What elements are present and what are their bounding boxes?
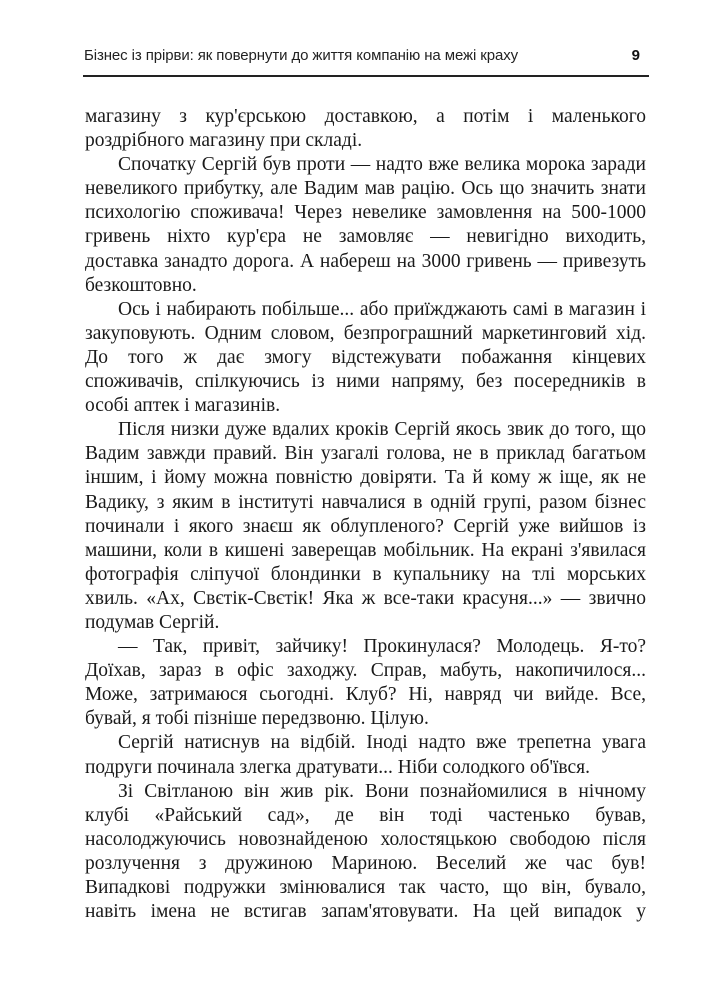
text-line: споживачів, спілкуючись із ними напряму, без посередників в xyxy=(85,371,646,393)
text-line: фотографія сліпучої блондинки в купальнику на тлі морських xyxy=(85,563,646,585)
text-line: гривень ніхто кур'єра не замовляє — невигідно виходить, xyxy=(85,226,646,248)
paragraph xyxy=(85,298,646,418)
paragraph xyxy=(85,635,646,731)
text-line: машини, коли в кишені заверещав мобільник. На екрані з'явилася xyxy=(85,539,646,561)
text-line: подумав Сергій. xyxy=(85,611,220,633)
text-line: Сергій натиснув на відбій. Іноді надто вже трепетна увага xyxy=(118,732,646,754)
text-line: безкоштовно. xyxy=(85,274,197,296)
text-line: психологію споживача! Через невелике замовлення на 500-1000 xyxy=(85,202,646,224)
paragraph xyxy=(85,731,646,779)
paragraph xyxy=(85,418,646,635)
text-line: роздрібного магазину при складі. xyxy=(85,130,363,152)
paragraph xyxy=(85,105,646,153)
text-line: — Так, привіт, зайчику! Прокинулася? Молодець. Я-то? xyxy=(118,636,646,658)
text-line: Після низки дуже вдалих кроків Сергій якось звик до того, що xyxy=(118,419,646,441)
text-line: хвиль. «Ах, Свєтік-Свєтік! Яка ж все-таки красуня...» — звично xyxy=(85,587,646,609)
text-line: починали і якого знаєш як облупленого? Сергій уже вийшов із xyxy=(85,515,646,537)
text-line: навіть імена не встигав запам'ятовувати. На цей випадок у xyxy=(85,901,646,923)
text-line: Випадкові подружки змінювалися так часто, що він, бувало, xyxy=(85,877,646,898)
text-line: Спочатку Сергій був проти — надто вже велика морока заради xyxy=(118,154,646,176)
text-line: іншим, і йому можна повністю довіряти. Та й кому ж іще, як не xyxy=(85,467,646,489)
text-line: розлучення з дружиною Мариною. Веселий же час був! xyxy=(85,852,646,874)
text-line: доставка занадто дорога. А набереш на 3000 гривень — привезуть xyxy=(85,250,646,272)
body-text xyxy=(85,105,646,924)
text-line: подруги починала злегка дратувати... Ніби солодкого об'ївся. xyxy=(85,756,591,778)
text-line: клубі «Райський сад», де він тоді частенько бував, xyxy=(85,804,646,826)
header-divider xyxy=(83,75,649,77)
paragraph xyxy=(85,153,646,298)
text-line: Вадим завжди правий. Він узагалі голова, не в приклад багатьом xyxy=(85,443,646,465)
paragraph xyxy=(85,780,646,925)
text-line: Ось і набирають побільше... або приїжджають самі в магазин і xyxy=(118,298,646,320)
text-line: магазину з кур'єрською доставкою, а потім і маленького xyxy=(85,106,646,127)
text-line: Зі Світланою він жив рік. Вони познайомилися в нічному xyxy=(118,780,646,802)
text-line: бувай, я тобі пізніше передзвоню. Цілую. xyxy=(85,708,429,730)
text-line: закуповують. Одним словом, безпрограшний маркетинговий хід. xyxy=(85,322,646,344)
text-line: До того ж дає змогу відстежувати побажання кінцевих xyxy=(85,346,646,368)
text-line: насолоджуючись новознайденою холостяцькою свободою після xyxy=(85,828,646,850)
text-line: невеликого прибутку, але Вадим мав рацію. Ось що значить знати xyxy=(85,178,646,200)
running-header xyxy=(84,47,648,69)
text-line: Може, затримаюся сьогодні. Клуб? Ні, навряд чи вийде. Все, xyxy=(85,684,646,706)
text-line: особі аптек і магазинів. xyxy=(85,395,281,417)
page-number: 9 xyxy=(631,47,640,64)
text-line: Доїхав, зараз в офіс заходжу. Справ, мабуть, накопичилося... xyxy=(85,660,646,682)
book-title: Бізнес із прірви: як повернути до життя компанію на межі краху xyxy=(84,47,519,64)
text-line: Вадику, з яким в інституті навчалися в одній групі, разом бізнес xyxy=(85,491,646,513)
